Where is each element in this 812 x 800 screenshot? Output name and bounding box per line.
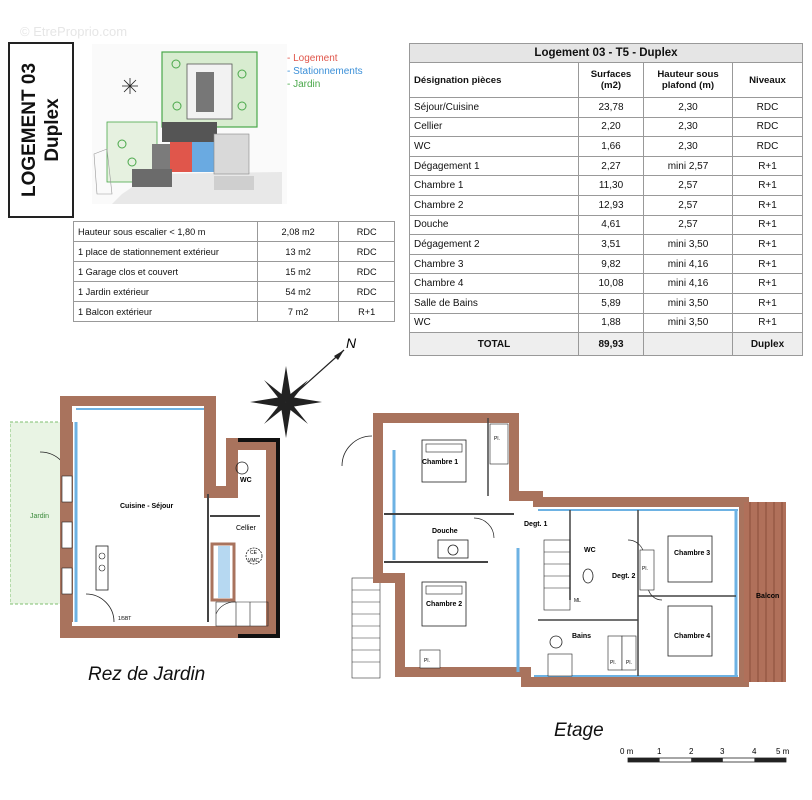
etage-douche-label: Douche — [432, 528, 458, 535]
table-row — [410, 156, 803, 176]
header-niveaux: Niveaux — [733, 63, 803, 98]
cell-niveau: R+1 — [733, 313, 803, 333]
etage-ch1-label: Chambre 1 — [422, 459, 459, 466]
floorplan-etage — [338, 410, 798, 694]
etage-ch2-label: Chambre 2 — [426, 601, 463, 608]
etage-pl-label: Pl. — [610, 660, 616, 666]
extras-desc: 1 place de stationnement extérieur — [74, 242, 258, 262]
cell-hauteur: mini 3,50 — [644, 293, 733, 313]
cell-niveau: R+1 — [733, 293, 803, 313]
extras-niveau: RDC — [339, 282, 395, 302]
cell-surface: 11,30 — [579, 176, 644, 196]
table-row — [410, 274, 803, 294]
extras-niveau: RDC — [339, 262, 395, 282]
extras-surface: 2,08 m2 — [258, 222, 339, 242]
table-row — [410, 293, 803, 313]
extras-row — [74, 262, 395, 282]
rdj-floor-label: Rez de Jardin — [88, 664, 206, 685]
extras-desc: 1 Garage clos et couvert — [74, 262, 258, 282]
etage-ml-label: ML — [574, 598, 581, 604]
legend-item-logement: - Logement — [287, 53, 338, 64]
cell-piece: Dégagement 2 — [410, 235, 579, 255]
cell-surface: 5,89 — [579, 293, 644, 313]
extras-row — [74, 242, 395, 262]
scale-tick: 2 — [689, 747, 694, 756]
rdj-jardin-label: Jardin — [30, 513, 50, 520]
cell-niveau: R+1 — [733, 235, 803, 255]
surfaces-table — [409, 43, 803, 356]
cell-niveau: R+1 — [733, 195, 803, 215]
cell-surface: 1,66 — [579, 137, 644, 157]
etage-degt2-label: Degt. 2 — [612, 573, 636, 580]
table-total-row — [410, 333, 803, 356]
cell-piece: WC — [410, 137, 579, 157]
cell-niveau: R+1 — [733, 156, 803, 176]
scale-tick: 5 m — [776, 747, 790, 756]
cell-niveau: R+1 — [733, 176, 803, 196]
extras-niveau: RDC — [339, 242, 395, 262]
title-line1: LOGEMENT 03 — [19, 62, 41, 198]
floorplan-rez-de-jardin — [10, 396, 280, 642]
title-text — [18, 63, 64, 197]
extras-desc: 1 Balcon extérieur — [74, 302, 258, 322]
title-line2: Duplex — [42, 98, 64, 162]
cell-hauteur: mini 4,16 — [644, 274, 733, 294]
scale-tick: 0 m — [620, 747, 634, 756]
watermark: © EtreProprio.com — [20, 24, 128, 39]
rdj-cellier-label: Cellier — [236, 525, 256, 532]
extras-row — [74, 302, 395, 322]
cell-niveau: RDC — [733, 98, 803, 118]
cell-hauteur: 2,30 — [644, 117, 733, 137]
etage-pl-label: Pl. — [642, 566, 648, 572]
scale-tick: 3 — [720, 747, 725, 756]
cell-niveau: R+1 — [733, 254, 803, 274]
total-surface: 89,93 — [579, 333, 644, 356]
cell-hauteur: mini 3,50 — [644, 313, 733, 333]
table-row — [410, 215, 803, 235]
table-row — [410, 313, 803, 333]
legend-item-jardin: - Jardin — [287, 79, 321, 90]
extras-surface: 7 m2 — [258, 302, 339, 322]
cell-niveau: R+1 — [733, 274, 803, 294]
cell-piece: WC — [410, 313, 579, 333]
cell-surface: 23,78 — [579, 98, 644, 118]
extras-surface: 15 m2 — [258, 262, 339, 282]
cell-hauteur: 2,57 — [644, 215, 733, 235]
table-row — [410, 254, 803, 274]
etage-pl-label: Pl. — [494, 436, 500, 442]
scale-bar — [616, 744, 796, 774]
cell-piece: Chambre 1 — [410, 176, 579, 196]
extras-niveau: R+1 — [339, 302, 395, 322]
extras-niveau: RDC — [339, 222, 395, 242]
cell-surface: 2,27 — [579, 156, 644, 176]
etage-floor-label: Etage — [554, 720, 604, 741]
cell-surface: 2,20 — [579, 117, 644, 137]
cell-hauteur: 2,57 — [644, 176, 733, 196]
compass-north-label: N — [346, 335, 357, 351]
table-row — [410, 235, 803, 255]
table-row — [410, 117, 803, 137]
etage-pl-label: Pl. — [626, 660, 632, 666]
legend — [287, 52, 363, 91]
cell-surface: 10,08 — [579, 274, 644, 294]
header-hauteur: Hauteur sous plafond (m) — [644, 63, 733, 98]
cell-piece: Chambre 2 — [410, 195, 579, 215]
cell-hauteur: 2,30 — [644, 98, 733, 118]
extras-row — [74, 222, 395, 242]
rdj-wc-label: WC — [240, 477, 252, 484]
cell-piece: Douche — [410, 215, 579, 235]
extras-surface: 13 m2 — [258, 242, 339, 262]
etage-pl-label: Pl. — [424, 658, 430, 664]
cell-piece: Chambre 4 — [410, 274, 579, 294]
table-row — [410, 195, 803, 215]
total-label: TOTAL — [410, 333, 579, 356]
cell-niveau: RDC — [733, 137, 803, 157]
rdj-vmc-label: VMC — [248, 558, 260, 564]
site-plan — [92, 44, 287, 204]
etage-ch4-label: Chambre 4 — [674, 633, 711, 640]
rdj-small-label: 1/5BT — [118, 616, 132, 622]
table-row — [410, 98, 803, 118]
scale-tick: 1 — [657, 747, 662, 756]
title-box — [8, 42, 74, 218]
extras-table — [73, 221, 395, 322]
etage-degt1-label: Degt. 1 — [524, 521, 548, 528]
extras-desc: 1 Jardin extérieur — [74, 282, 258, 302]
total-empty — [644, 333, 733, 356]
header-designation: Désignation pièces — [410, 63, 579, 98]
cell-niveau: R+1 — [733, 215, 803, 235]
total-niveau: Duplex — [733, 333, 803, 356]
cell-hauteur: 2,57 — [644, 195, 733, 215]
etage-balcon-label: Balcon — [756, 593, 780, 600]
scale-tick: 4 — [752, 747, 757, 756]
etage-bains-label: Bains — [572, 633, 592, 640]
extras-desc: Hauteur sous escalier < 1,80 m — [74, 222, 258, 242]
extras-row — [74, 282, 395, 302]
etage-wc-label: WC — [584, 547, 596, 554]
cell-niveau: RDC — [733, 117, 803, 137]
cell-piece: Salle de Bains — [410, 293, 579, 313]
cell-surface: 1,88 — [579, 313, 644, 333]
cell-hauteur: mini 3,50 — [644, 235, 733, 255]
cell-piece: Séjour/Cuisine — [410, 98, 579, 118]
cell-piece: Chambre 3 — [410, 254, 579, 274]
extras-surface: 54 m2 — [258, 282, 339, 302]
cell-hauteur: mini 2,57 — [644, 156, 733, 176]
table-row — [410, 137, 803, 157]
table-row — [410, 176, 803, 196]
header-surfaces: Surfaces (m2) — [579, 63, 644, 98]
table-header — [410, 63, 803, 98]
cell-surface: 3,51 — [579, 235, 644, 255]
cell-surface: 9,82 — [579, 254, 644, 274]
cell-surface: 4,61 — [579, 215, 644, 235]
cell-piece: Dégagement 1 — [410, 156, 579, 176]
rdj-ce-label: CE — [250, 550, 257, 556]
cell-hauteur: 2,30 — [644, 137, 733, 157]
table-title: Logement 03 - T5 - Duplex — [410, 44, 803, 63]
cell-piece: Cellier — [410, 117, 579, 137]
legend-item-stationnements: - Stationnements — [287, 66, 363, 77]
cell-hauteur: mini 4,16 — [644, 254, 733, 274]
rdj-sejour-label: Cuisine - Séjour — [120, 503, 174, 510]
cell-surface: 12,93 — [579, 195, 644, 215]
etage-ch3-label: Chambre 3 — [674, 550, 711, 557]
